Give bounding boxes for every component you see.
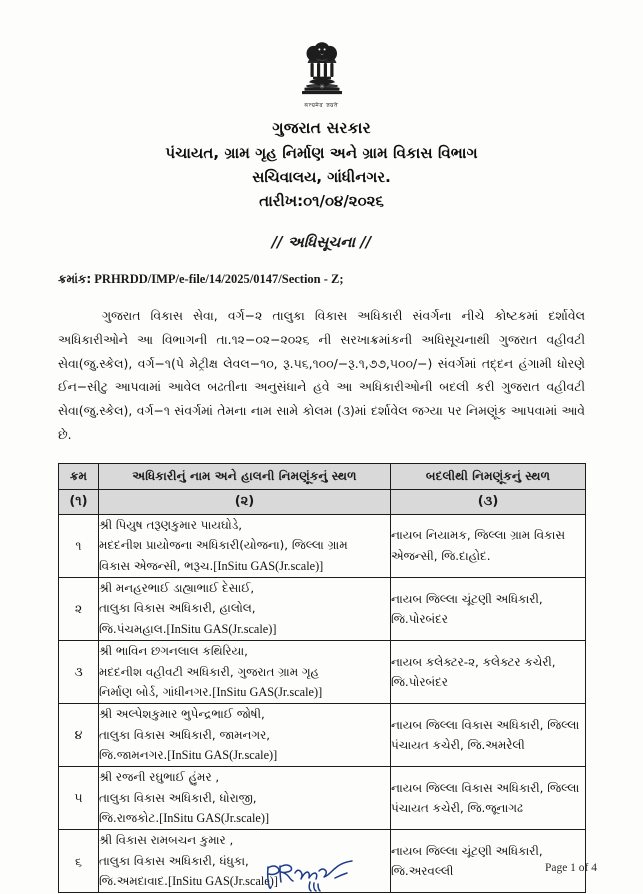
officer-designation: તાલુકા વિકાસ અધિકારી, ધોરાજી, [99, 790, 257, 805]
reference-number: PRHRDD/IMP/e-file/14/2025/0147/Section - Z; [94, 272, 344, 286]
officer-office: જિ.અમદાવાદ. [99, 874, 168, 889]
colnum-serial: (૧) [59, 489, 99, 514]
new-posting-line2: જિ.પોરબંદર [391, 675, 448, 690]
page-number-text: Page 1 of 4 [544, 862, 597, 874]
table-head [59, 463, 586, 514]
new-posting-line1: નાયબ નિયામક, જિલ્લા ગ્રામ વિકાસ [391, 528, 565, 543]
emblem-block [0, 0, 643, 110]
table-column-number-row [59, 489, 586, 514]
officer-name: શ્રી અલ્પેશકુમાર ભુપેન્દ્રભાઈ જોષી, [99, 707, 265, 722]
state-emblem-icon [295, 42, 349, 106]
cell-current-posting [99, 641, 391, 704]
officer-name: શ્રી પિયુષ તરૂણકુમાર પાયઘોડે, [99, 517, 243, 532]
cell-new-posting [391, 767, 586, 830]
officer-office: જિ.પંચમહાલ. [99, 621, 167, 636]
notification-title: // અધિસૂચના // [271, 233, 372, 251]
new-posting-line1: નાયબ જિલ્લા વિકાસ અધિકારી, જિલ્લા [391, 780, 580, 795]
new-posting-line2: પંચાયત કચેરી, જિ.અમરેલી [391, 738, 525, 753]
document-date: તારીખ:૦૧/૦૪/૨૦૨૬ [259, 192, 384, 210]
insitu-tag: [InSitu GAS(Jr.scale)] [166, 621, 277, 636]
new-posting-line2: જિ.અરવલ્લી [391, 864, 454, 879]
page-footer [545, 862, 597, 874]
header-new-posting: બદલીથી નિમણૂંકનું સ્થળ [391, 463, 586, 489]
new-posting-line1: નાયબ જિલ્લા ચૂંટણી અધિકારી, [391, 843, 543, 858]
table-row [59, 514, 586, 577]
officer-office: નિર્માણ બોર્ડ, ગાંધીનગર. [99, 684, 213, 699]
cell-serial: ૨ [59, 577, 99, 640]
officer-office: જિ.રાજકોટ. [99, 811, 160, 826]
document-header [0, 119, 643, 210]
cell-current-posting [99, 767, 391, 830]
insitu-tag: [InSitu GAS(Jr.scale)] [167, 748, 278, 763]
colnum-current: (૨) [99, 489, 391, 514]
new-posting-line2: જિ.પોરબંદર [391, 611, 448, 626]
new-posting-line1: નાયબ જિલ્લા ચૂંટણી અધિકારી, [391, 591, 543, 606]
cell-new-posting [391, 704, 586, 767]
table-row [59, 767, 586, 830]
transfer-table-wrapper [58, 463, 585, 893]
table-row [59, 830, 586, 893]
emblem-motto: सत्यमेव जयते [304, 103, 339, 109]
officer-name: શ્રી વિકાસ રામબચન કુમાર , [99, 833, 234, 848]
reference-label: ક્રમાંક: [58, 272, 92, 286]
table-body [59, 514, 586, 892]
header-current-posting: અધિકારીનું નામ અને હાલની નિમણૂંકનું સ્થળ [99, 463, 391, 489]
cell-new-posting [391, 577, 586, 640]
new-posting-line1: નાયબ કલેક્ટર-૨, કલેક્ટર કચેરી, [391, 654, 556, 669]
officer-name: શ્રી મનહરભાઈ ડાહ્યાભાઈ દેસાઈ, [99, 580, 255, 595]
cell-serial: ૪ [59, 704, 99, 767]
cell-serial: ૬ [59, 830, 99, 893]
new-posting-line1: નાયબ જિલ્લા વિકાસ અધિકારી, જિલ્લા [391, 717, 580, 732]
body-paragraph: ગુજરાત વિકાસ સેવા, વર્ગ−૨ તાલુકા વિકાસ અધિકારી સંવર્ગના નીચે કોષ્ટકમાં દર્શાવેલ અધિકારીઓને આ વિભાગની તા.૧૨−૦૨−૨૦૨૬ ની સરખાક્રમાંકની અધિસૂચનાથી ગુજરાત વહીવટી સેવા(જુ.સ્કેલ), વર્ગ−૧(પે મેટ્રીક્ષ લેવલ−૧૦, રૂ.૫૬,૧૦૦/−રૂ.૧,૭૭,૫૦૦/−) સંવર્ગમાં તદ્દન હંગામી ધોરણે ઈન−સીટુ આપવામાં આવેલ બઢતીના અનુસંધાને હવે આ અધિકારીઓની બદલી કરી ગુજરાત વહીવટી સેવા(જુ.સ્કેલ), વર્ગ−૧ સંવર્ગમાં તેમના નામ સામે કોલમ (૩)માં દર્શાવેલ જગ્યા પર નિમણૂંક આપવામાં આવે છે. [58, 308, 585, 443]
officer-name: શ્રી ભાવિન છગનલાલ કથિરિયા, [99, 644, 248, 659]
cell-serial: ૧ [59, 514, 99, 577]
new-posting-line2: એજન્સી, જિ.દાહોદ. [391, 548, 491, 563]
table-header-row [59, 463, 586, 489]
officer-designation: તાલુકા વિકાસ અધિકારી, હાલોલ, [99, 601, 256, 616]
colnum-new: (૩) [391, 489, 586, 514]
officer-designation: તાલુકા વિકાસ અધિકારી, ધંધુકા, [99, 853, 249, 868]
header-serial: ક્રમ [59, 463, 99, 489]
officer-office: જિ.જામનગર. [99, 748, 168, 763]
table-row [59, 577, 586, 640]
cell-current-posting [99, 577, 391, 640]
govt-name: ગુજરાત સરકાર [272, 119, 371, 137]
officer-name: શ્રી રજની રઘુભાઈ હુંમર , [99, 770, 220, 785]
table-row [59, 641, 586, 704]
transfer-table [58, 463, 586, 893]
cell-current-posting [99, 704, 391, 767]
cell-current-posting [99, 830, 391, 893]
officer-designation: મદદનીશ વહીવટી અધિકારી, ગુજરાત ગ્રામ ગૃહ [99, 664, 320, 679]
insitu-tag: [InSitu GAS(Jr.scale)] [213, 558, 324, 573]
office-address: સચિવાલય, ગાંધીનગર. [252, 168, 391, 186]
table-row [59, 704, 586, 767]
officer-office: વિકાસ એજન્સી, ભરૂચ. [99, 558, 214, 573]
officer-designation: મદદનીશ પ્રાયોજના અધિકારી(યોજના), જિલ્લા ગ્રામ [99, 538, 348, 553]
cell-new-posting [391, 641, 586, 704]
cell-serial: ૩ [59, 641, 99, 704]
department-name: પંચાયત, ગ્રામ ગૃહ નિર્માણ અને ગ્રામ વિકાસ વિભાગ [165, 144, 478, 162]
new-posting-line2: પંચાયત કચેરી, જિ.જૂનાગઢ [391, 801, 523, 816]
insitu-tag: [InSitu GAS(Jr.scale)] [167, 874, 278, 889]
insitu-tag: [InSitu GAS(Jr.scale)] [212, 684, 323, 699]
officer-designation: તાલુકા વિકાસ અધિકારી, જામનગર, [99, 727, 271, 742]
cell-new-posting [391, 514, 586, 577]
insitu-tag: [InSitu GAS(Jr.scale)] [159, 811, 270, 826]
reference-line [58, 272, 643, 287]
cell-current-posting [99, 514, 391, 577]
cell-serial: ૫ [59, 767, 99, 830]
